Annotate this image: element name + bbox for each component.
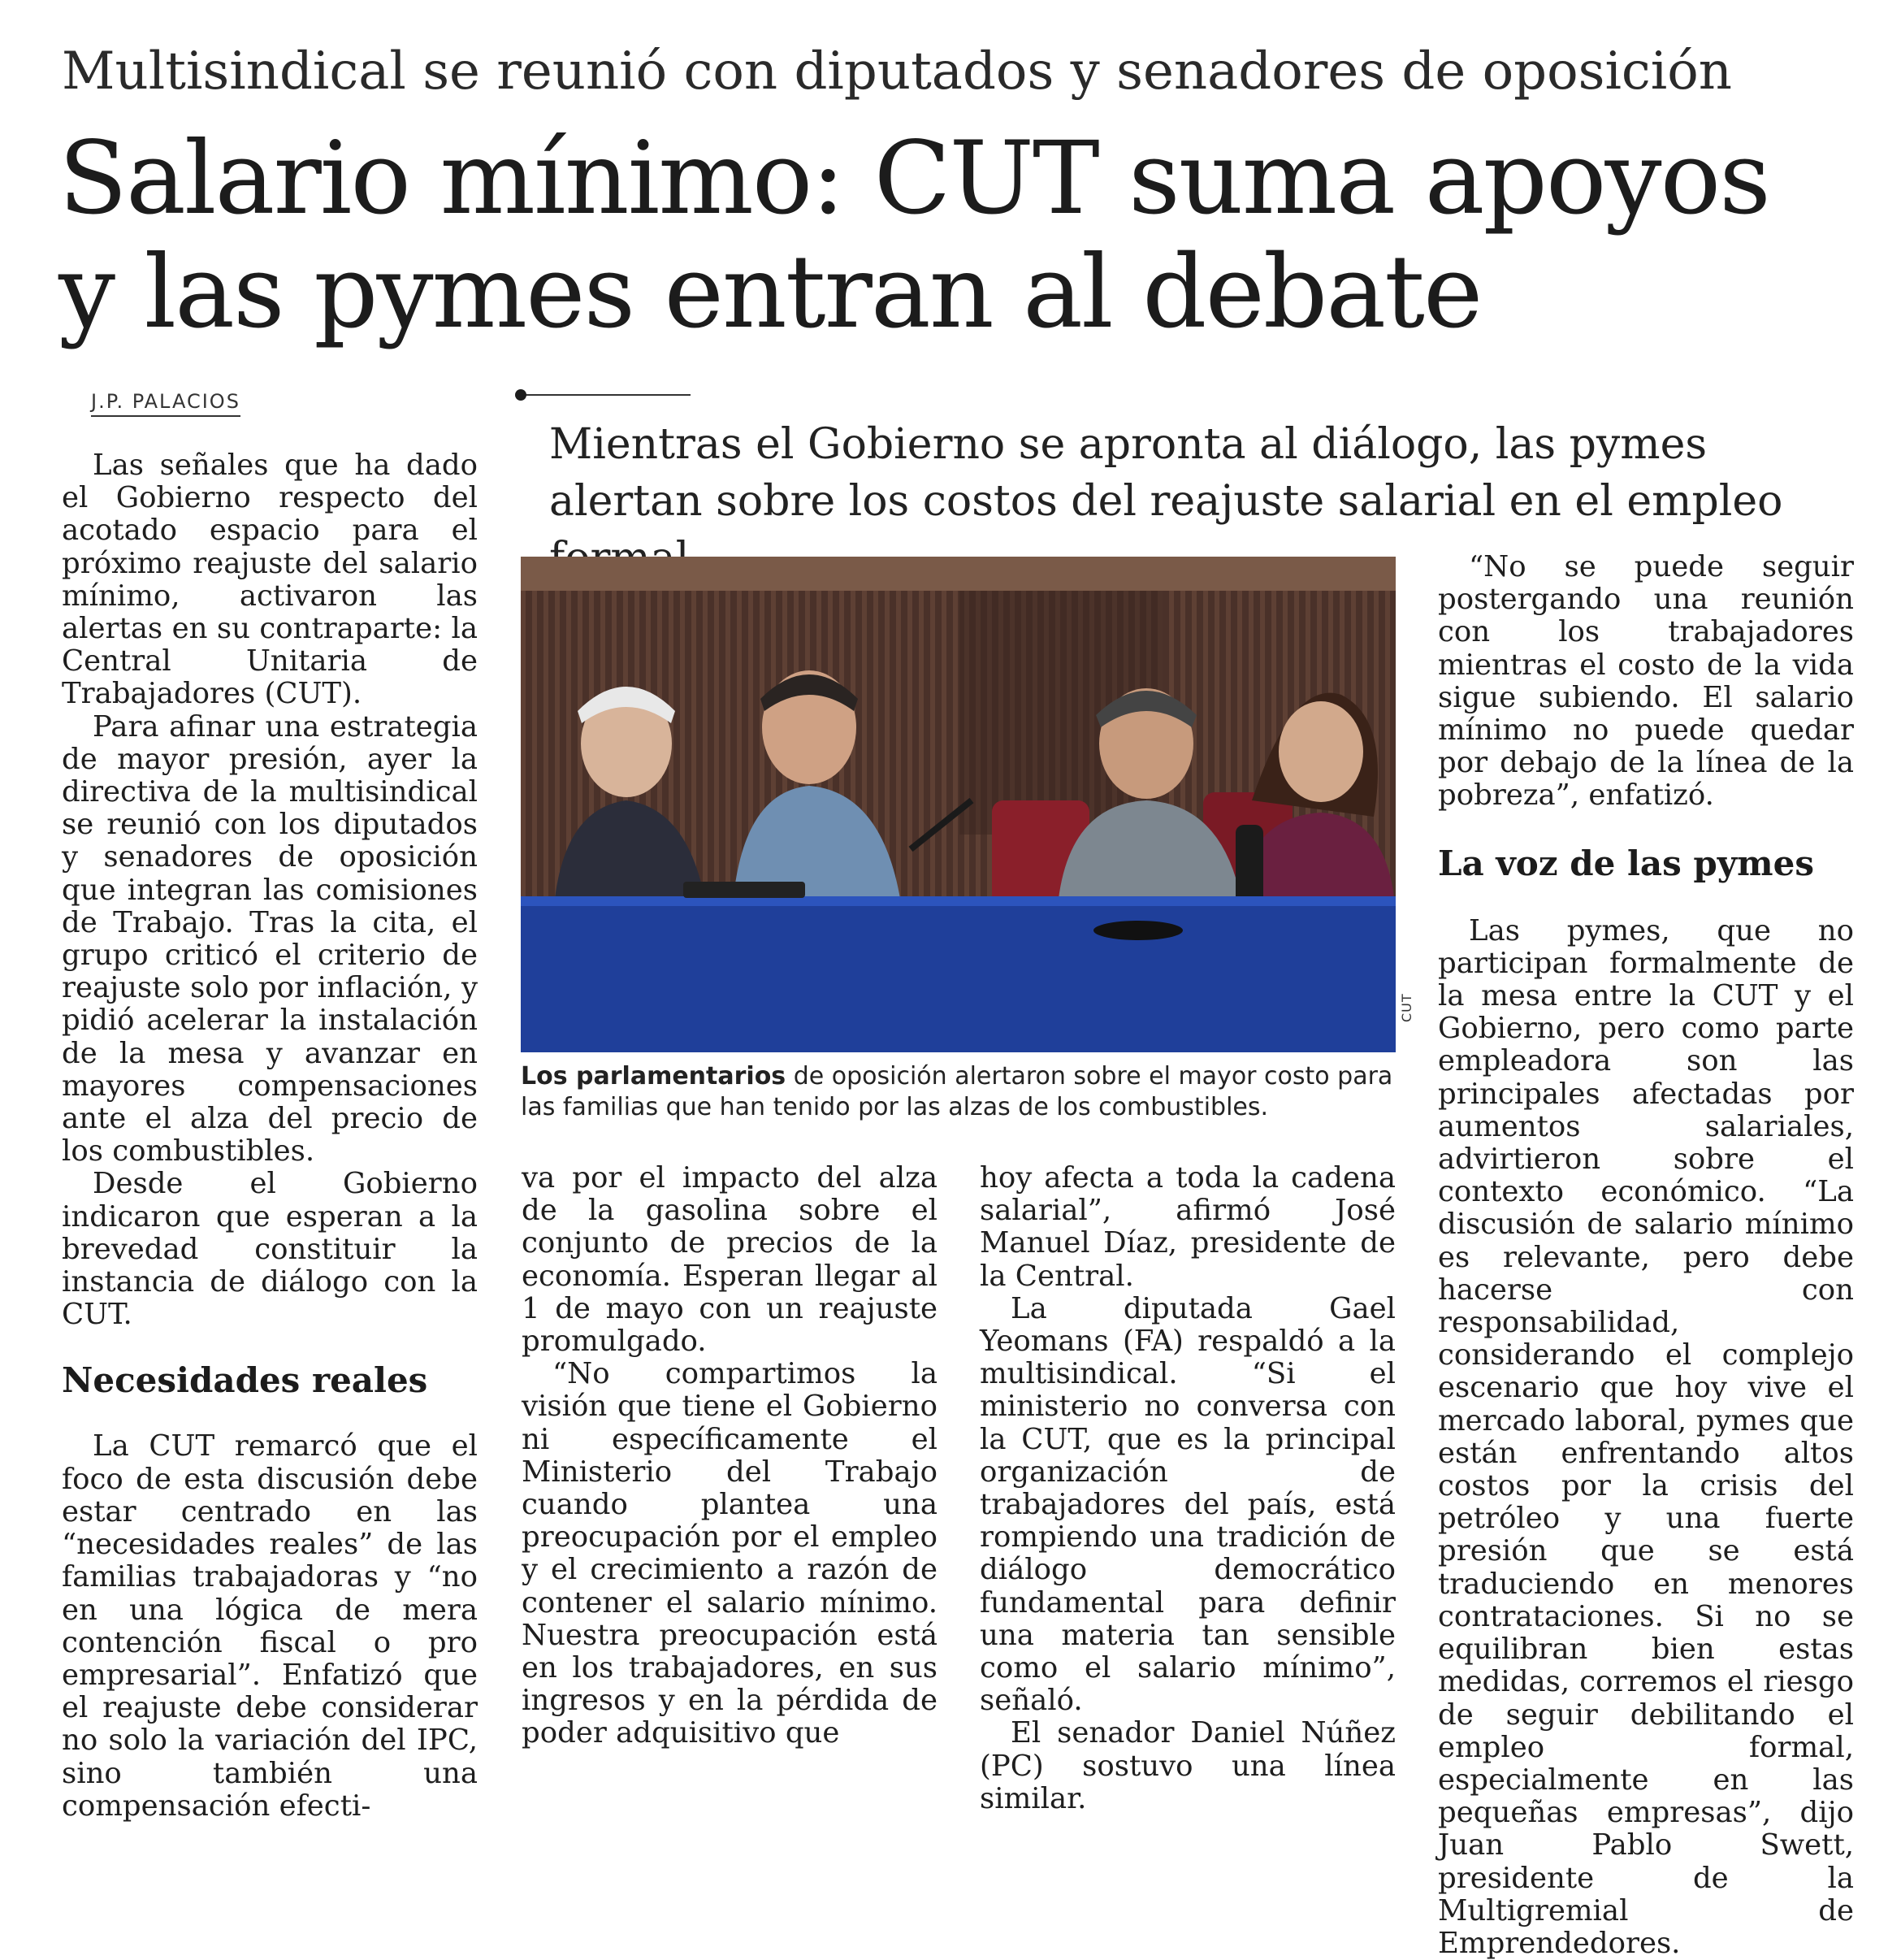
- article-column-4: [1438, 551, 1854, 1960]
- photo-credit: CUT: [1399, 993, 1414, 1022]
- deck-bullet: [515, 389, 526, 401]
- paragraph: El senador Daniel Núñez (PC) sostuvo una línea similar.: [980, 1716, 1396, 1815]
- paragraph: Para afinar una estrategia de mayor presión, ayer la directiva de la multisindical se reunió con los diputados y senadores de oposición que integran las comisiones de Trabajo. Tras la cita, el grupo criticó el criterio de reajuste solo por inflación, y pidió acelerar la instalación de la mesa y avanzar en mayores compensaciones ante el alza del precio de los combustibles.: [62, 709, 478, 1169]
- photo-caption: [521, 1061, 1398, 1123]
- caption-lead: Los parlamentarios: [521, 1062, 786, 1091]
- subhead-pymes: La voz de las pymes: [1438, 843, 1814, 883]
- photo-illustration: [521, 557, 1396, 1052]
- article-column-2: [522, 1162, 938, 1750]
- kicker: Multisindical se reunió con diputados y senadores de oposición: [62, 41, 1732, 102]
- deck: Mientras el Gobierno se apronta al diálogo, las pymes alertan sobre los costos del reajuste salarial en el empleo: [549, 420, 1783, 526]
- headline: [58, 122, 1878, 349]
- paragraph: La diputada Gael Yeomans (FA) respaldó a la multisindical. “Si el ministerio no conversa con la CUT, que es la principal organización de trabajadores del país, está rompiendo una tradición de diálogo democrático fundamental para definir una materia tan sensible como el salario mínimo”, señaló.: [980, 1291, 1396, 1718]
- headline-line-1: Salario mínimo: CUT suma apoyos: [58, 120, 1769, 237]
- paragraph: La CUT remarcó que el foco de esta discusión debe estar centrado en las “necesidades reales” de las familias trabajadoras y “no en una lógica de mera contención fiscal o pro empresarial”. Enfatizó que el reajuste debe considerar no solo la variación del IPC, sino también una compensación efecti-: [62, 1429, 478, 1823]
- article-column-3: [980, 1162, 1396, 1815]
- paragraph: “No compartimos la visión que tiene el Gobierno ni específicamente el Ministerio del Trabajo cuando plantea una preocupación por el empleo y el crecimiento a razón de contener el salario mínimo. Nuestra preocupación está en los trabajadores, en sus ingresos y en la pérdida de poder adquisitivo que: [522, 1357, 938, 1750]
- news-photo: [521, 557, 1396, 1052]
- byline: J.P. PALACIOS: [91, 390, 240, 417]
- subhead-necesidades: Necesidades reales: [62, 1360, 428, 1401]
- deck-rule: [520, 394, 691, 396]
- headline-line-2: y las pymes entran al debate: [58, 234, 1482, 351]
- paragraph: hoy afecta a toda la cadena salarial”, afirmó José Manuel Díaz, presidente de la Central.: [980, 1161, 1396, 1293]
- caption-text: de oposición alertaron sobre el mayor costo para las familias que han tenido por las alzas de los combustibles.: [521, 1062, 1393, 1121]
- paragraph: Desde el Gobierno indicaron que esperan a la brevedad constituir la instancia de diálogo con la CUT.: [62, 1167, 478, 1332]
- paragraph: Las pymes, que no participan formalmente de la mesa entre la CUT y el Gobierno, pero como parte empleadora son las principales afectadas por aumentos salariales, advirtieron sobre el contexto económico. “La discusión de salario mínimo es relevante, pero debe hacerse con responsabilidad, considerando el complejo escenario que hoy vive el mercado laboral, pymes que están enfrentando altos costos por la crisis del petróleo y una fuerte presión que se está traduciendo en menores contrataciones. Si no se equilibran bien estas medidas, corremos el riesgo de seguir debilitando el empleo formal, especialmente en las pequeñas empresas”, dijo Juan Pablo Swett, presidente de la Multigremial de Emprendedores.: [1438, 913, 1854, 1960]
- paragraph: Las señales que ha dado el Gobierno respecto del acotado espacio para el próximo reajuste del salario mínimo, activaron las alertas en su contraparte: la Central Unitaria de Trabajadores (CUT).: [62, 449, 478, 711]
- paragraph: “No se puede seguir postergando una reunión con los trabajadores mientras el costo de la vida sigue subiendo. El salario mínimo no puede quedar por debajo de la línea de la pobreza”, enfatizó.: [1438, 550, 1854, 813]
- article-column-1: [62, 449, 478, 1823]
- paragraph: va por el impacto del alza de la gasolina sobre el conjunto de precios de la economía. Esperan llegar al 1 de mayo con un reajuste promulgado.: [522, 1161, 938, 1359]
